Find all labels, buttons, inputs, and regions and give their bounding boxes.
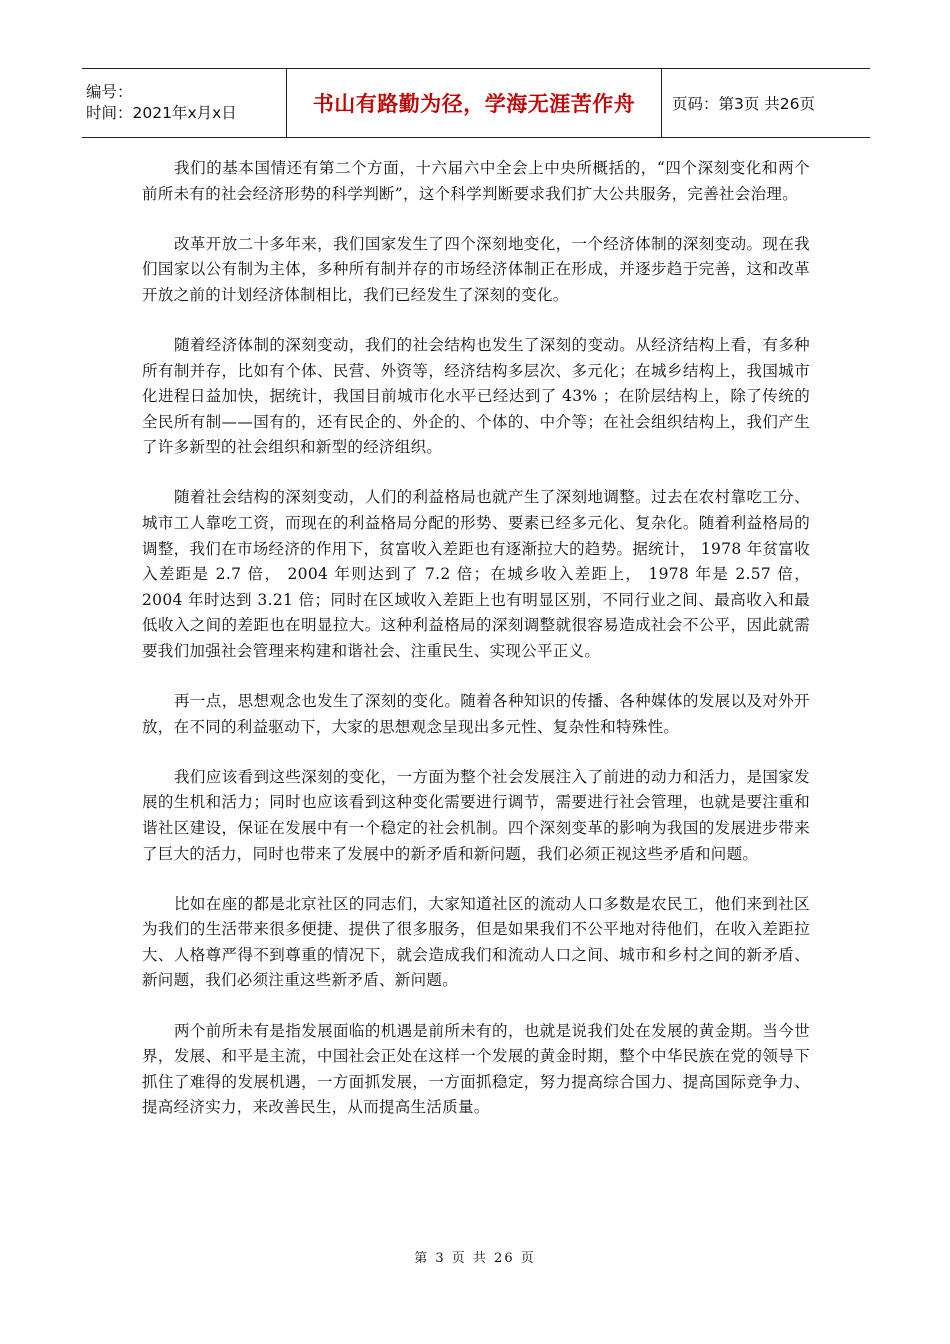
paragraph: 再一点，思想观念也发生了深刻的变化。随着各种知识的传播、各种媒体的发展以及对外开放，在不同的利益驱动下，大家的思想观念呈现出多元性、复杂性和特殊性。 (142, 692, 810, 736)
header-page-info: 页码：第3页 共26页 (672, 95, 816, 113)
paragraph: 两个前所未有是指发展面临的机遇是前所未有的，也就是说我们处在发展的黄金期。当今世界，发展、和平是主流，中国社会正处在这样一个发展的黄金时期，整个中华民族在党的领导下抓住了难得的发展机遇，一方面抓发展，一方面抓稳定，努力提高综合国力、提高国际竞争力、提高经济实力，来改善民生，从而提高生活质量。 (142, 1021, 810, 1117)
document-body (142, 156, 810, 1145)
header-meta (82, 69, 286, 137)
paragraph: 我们的基本国情还有第二个方面，十六届六中全会上中央所概括的，“四个深刻变化和两个前所未有的社会经济形势的科学判断”，这个科学判断要求我们扩大公共服务，完善社会治理。 (142, 159, 810, 203)
document-number-label: 编号： (86, 83, 133, 101)
paragraph: 我们应该看到这些深刻的变化，一方面为整个社会发展注入了前进的动力和活力，是国家发展的生机和活力；同时也应该看到这种变化需要进行调节，需要进行社会管理，也就是要注重和谐社区建设，保证在发展中有一个稳定的社会机制。四个深刻变革的影响为我国的发展进步带来了巨大的活力，同时也带来了发展中的新矛盾和新问题，我们必须正视这些矛盾和问题。 (142, 767, 810, 863)
document-date-label: 时间：2021年x月x日 (86, 104, 237, 122)
header-motto: 书山有路勤为径，学海无涯苦作舟 (286, 69, 662, 137)
paragraph: 随着经济体制的深刻变动，我们的社会结构也发生了深刻的变动。从经济结构上看，有多种所有制并存，比如有个体、民营、外资等，经济结构多层次、多元化；在城乡结构上，我国城市化进程日益加快，据统计，我国目前城市化水平已经达到了 43% ；在阶层结构上，除了传统的全民所有制——国有的，还有民企的、外企的、个体的、中介等；在社会组织结构上，我们产生了许多新型的社会组织和新型的经济组织。 (142, 335, 810, 457)
paragraph: 比如在座的都是北京社区的同志们，大家知道社区的流动人口多数是农民工，他们来到社区为我们的生活带来很多便捷、提供了很多服务，但是如果我们不公平地对待他们，在收入差距拉大、人格尊严得不到尊重的情况下，就会造成我们和流动人口之间、城市和乡村之间的新矛盾、新问题，我们必须注重这些新矛盾、新问题。 (142, 894, 810, 990)
page-footer: 第 3 页 共 26 页 (414, 1251, 536, 1266)
paragraph: 随着社会结构的深刻变动，人们的利益格局也就产生了深刻地调整。过去在农村靠吃工分、城市工人靠吃工资，而现在的利益格局分配的形势、要素已经多元化、复杂化。随着利益格局的调整，我们在市场经济的作用下，贫富收入差距也有逐渐拉大的趋势。据统计， 1978 年贫富收入差距是 2.7 倍， 2004 年则达到了 7.2 倍；在城乡收入差距上， 1978 年是 2.57 倍， 2004 年时达到 3.21 倍；同时在区域收入差距上也有明显区别，不同行业之间、最高收入和最低收入之间的差距也在明显拉大。这种利益格局的深刻调整就很容易造成社会不公平，因此就需要我们加强社会管理来构建和谐社会、注重民生、实现公平正义。 (142, 488, 810, 660)
paragraph: 改革开放二十多年来，我们国家发生了四个深刻地变化，一个经济体制的深刻变动。现在我们国家以公有制为主体，多种所有制并存的市场经济体制正在形成，并逐步趋于完善，这和改革开放之前的计划经济体制相比，我们已经发生了深刻的变化。 (142, 234, 810, 304)
page-header (82, 68, 870, 138)
